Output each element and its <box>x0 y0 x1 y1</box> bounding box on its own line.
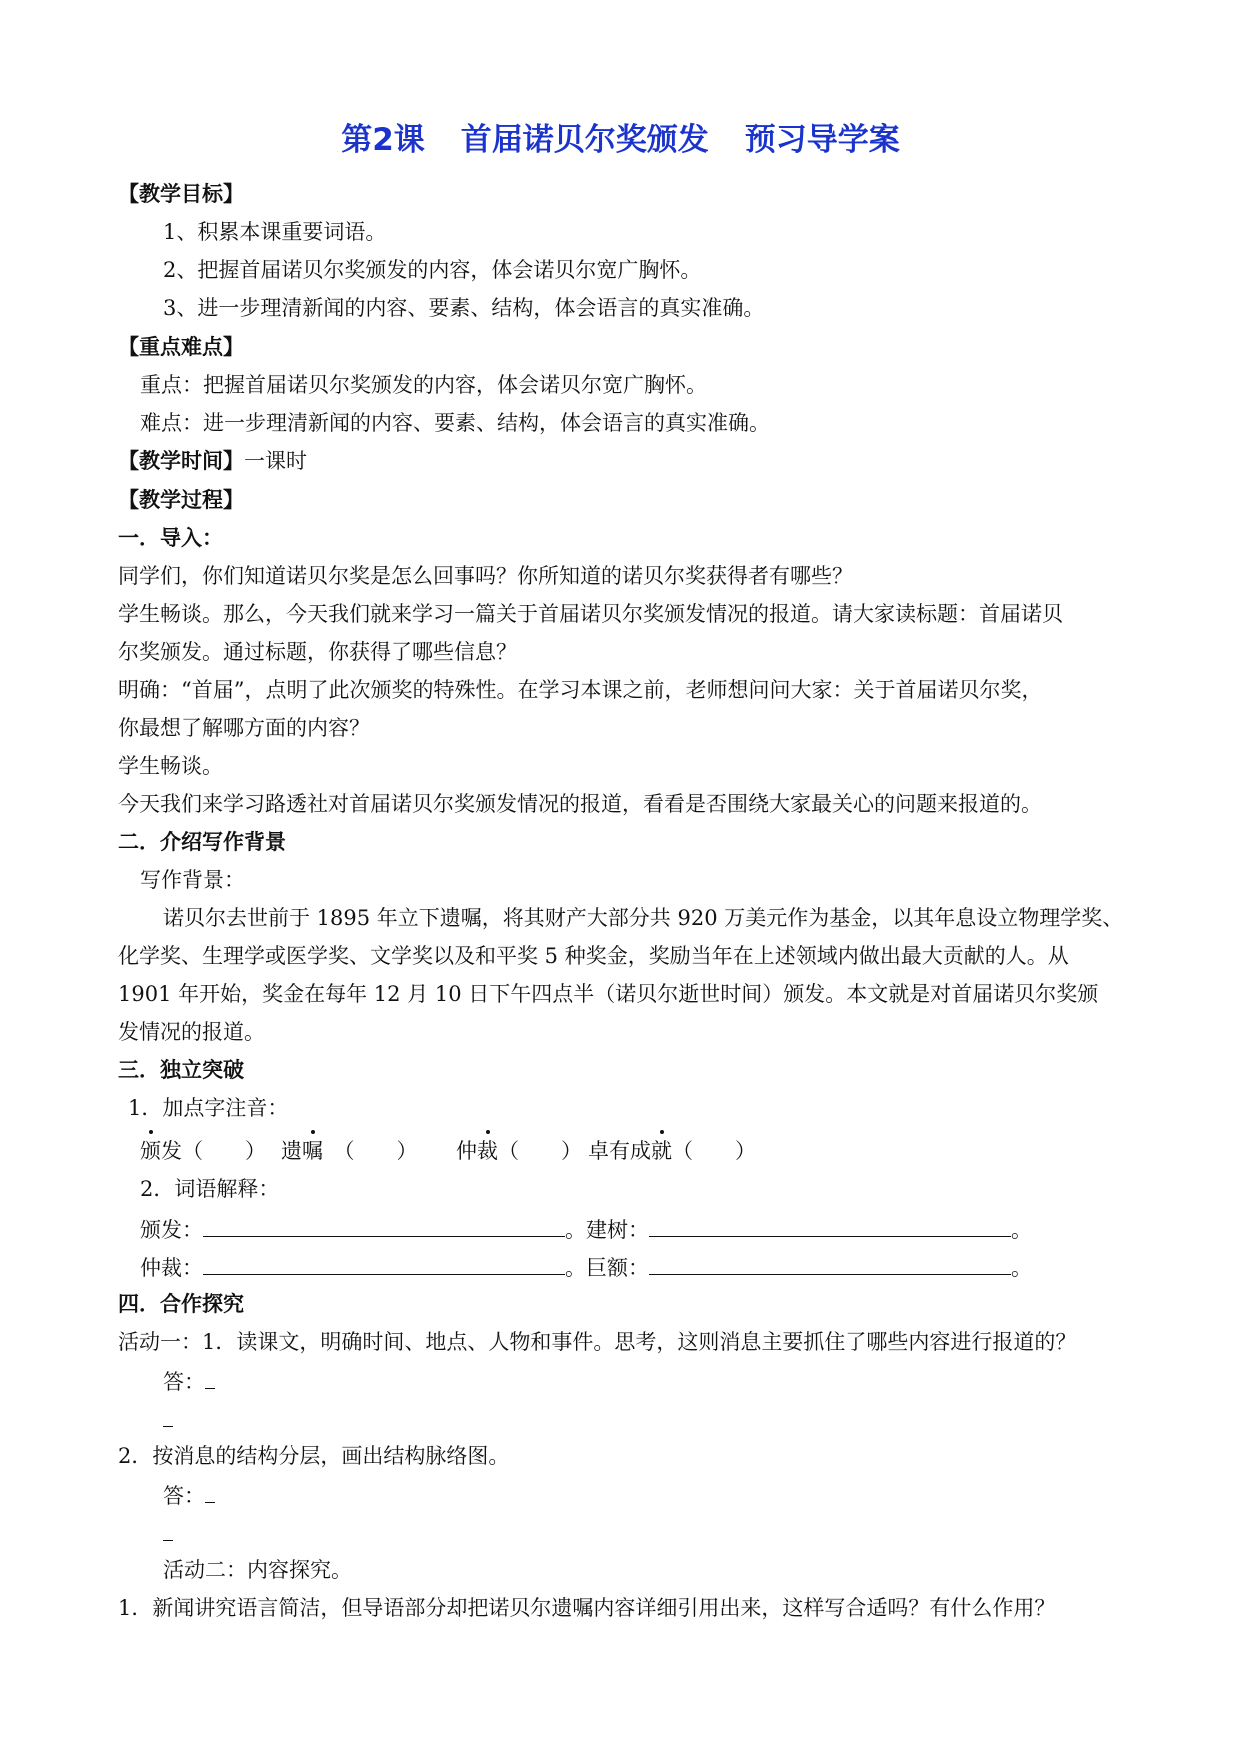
intro-line: 学生畅谈。 <box>118 754 223 778</box>
dotted-char: 嘱 <box>302 1139 323 1163</box>
vocab-row: 颁发： 。建树： 。 <box>140 1214 1032 1244</box>
intro-line: 你最想了解哪方面的内容？ <box>118 716 370 740</box>
pinyin-item: 卓有成就（ ） <box>588 1139 756 1163</box>
coop-heading: 四．合作探究 <box>118 1292 244 1316</box>
dotted-char: 就 <box>651 1139 672 1163</box>
pinyin-item: 遗嘱 （ ） <box>281 1139 418 1163</box>
activity-question: 活动一：1．读课文，明确时间、地点、人物和事件。思考，这则消息主要抓住了哪些内容进行报道的？ <box>118 1330 1077 1354</box>
key-point: 重点：把握首届诺贝尔奖颁发的内容，体会诺贝尔宽广胸怀。 <box>140 373 707 397</box>
answer-blank[interactable] <box>163 1518 173 1541</box>
title-type: 预习导学案 <box>744 122 900 158</box>
title-lesson: 第2课 <box>341 122 425 158</box>
time-row <box>118 447 307 475</box>
dotted-char: 颁 <box>140 1139 161 1163</box>
intro-line: 尔奖颁发。通过标题，你获得了哪些信息？ <box>118 640 517 664</box>
vocab-label: 2．词语解释： <box>140 1177 280 1201</box>
activity-question: 2．按消息的结构分层，画出结构脉络图。 <box>118 1444 510 1468</box>
answer-blank[interactable] <box>205 1366 215 1389</box>
vocab-row: 仲裁： 。巨额： 。 <box>140 1252 1032 1282</box>
answer-continuation <box>163 1518 173 1548</box>
intro-heading: 一．导入： <box>118 526 223 550</box>
bg-line: 化学奖、生理学或医学奖、文学奖以及和平奖 5 种奖金，奖励当年在上述领域内做出最大贡献的人。从 <box>118 944 1069 968</box>
pinyin-item: 颁发（ ） <box>140 1139 266 1163</box>
answer-blank[interactable] <box>163 1404 173 1427</box>
answer-row: 答： <box>163 1366 215 1396</box>
process-heading: 【教学过程】 <box>118 488 244 512</box>
intro-line: 学生畅谈。那么，今天我们就来学习一篇关于首届诺贝尔奖颁发情况的报道。请大家读标题：首届诺贝 <box>118 602 1063 626</box>
pinyin-label: 1．加点字注音： <box>128 1096 289 1120</box>
dotted-char: 裁 <box>477 1139 498 1163</box>
page-title <box>0 120 1241 160</box>
bg-line: 发情况的报道。 <box>118 1020 265 1044</box>
activity-two-label: 活动二：内容探究。 <box>163 1558 352 1582</box>
answer-blank[interactable] <box>203 1252 565 1275</box>
title-topic: 首届诺贝尔奖颁发 <box>460 122 709 158</box>
answer-blank[interactable] <box>205 1480 215 1503</box>
goal-item: 2、把握首届诺贝尔奖颁发的内容，体会诺贝尔宽广胸怀。 <box>163 258 702 282</box>
time-value: 一课时 <box>244 449 307 473</box>
bg-line: 诺贝尔去世前于 1895 年立下遗嘱，将其财产大部分共 920 万美元作为基金，以其年息设立物理学奖、 <box>163 906 1124 930</box>
answer-row: 答： <box>163 1480 215 1510</box>
answer-blank[interactable] <box>649 1214 1011 1237</box>
bg-line: 1901 年开始，奖金在每年 12 月 10 日下午四点半（诺贝尔逝世时间）颁发。本文就是对首届诺贝尔奖颁 <box>118 982 1099 1006</box>
goal-item: 1、积累本课重要词语。 <box>163 220 387 244</box>
goal-item: 3、进一步理清新闻的内容、要素、结构，体会语言的真实准确。 <box>163 296 765 320</box>
answer-continuation <box>163 1404 173 1434</box>
intro-line: 明确：“首届”，点明了此次颁奖的特殊性。在学习本课之前，老师想问问大家：关于首届诺贝尔奖， <box>118 678 1043 702</box>
bg-heading: 二．介绍写作背景 <box>118 830 286 854</box>
bg-label: 写作背景： <box>140 868 245 892</box>
intro-line: 同学们，你们知道诺贝尔奖是怎么回事吗？你所知道的诺贝尔奖获得者有哪些？ <box>118 564 853 588</box>
time-heading: 【教学时间】 <box>118 449 244 473</box>
answer-blank[interactable] <box>649 1252 1011 1275</box>
goals-heading: 【教学目标】 <box>118 182 244 206</box>
intro-line: 今天我们来学习路透社对首届诺贝尔奖颁发情况的报道，看看是否围绕大家最关心的问题来报道的。 <box>118 792 1042 816</box>
key-heading: 【重点难点】 <box>118 335 244 359</box>
indep-heading: 三．独立突破 <box>118 1058 244 1082</box>
answer-blank[interactable] <box>203 1214 565 1237</box>
activity-question: 1．新闻讲究语言简洁，但导语部分却把诺贝尔遗嘱内容详细引用出来，这样写合适吗？有什么作用？ <box>118 1596 1056 1620</box>
pinyin-item: 仲裁（ ） <box>456 1139 582 1163</box>
difficult-point: 难点：进一步理清新闻的内容、要素、结构，体会语言的真实准确。 <box>140 411 770 435</box>
